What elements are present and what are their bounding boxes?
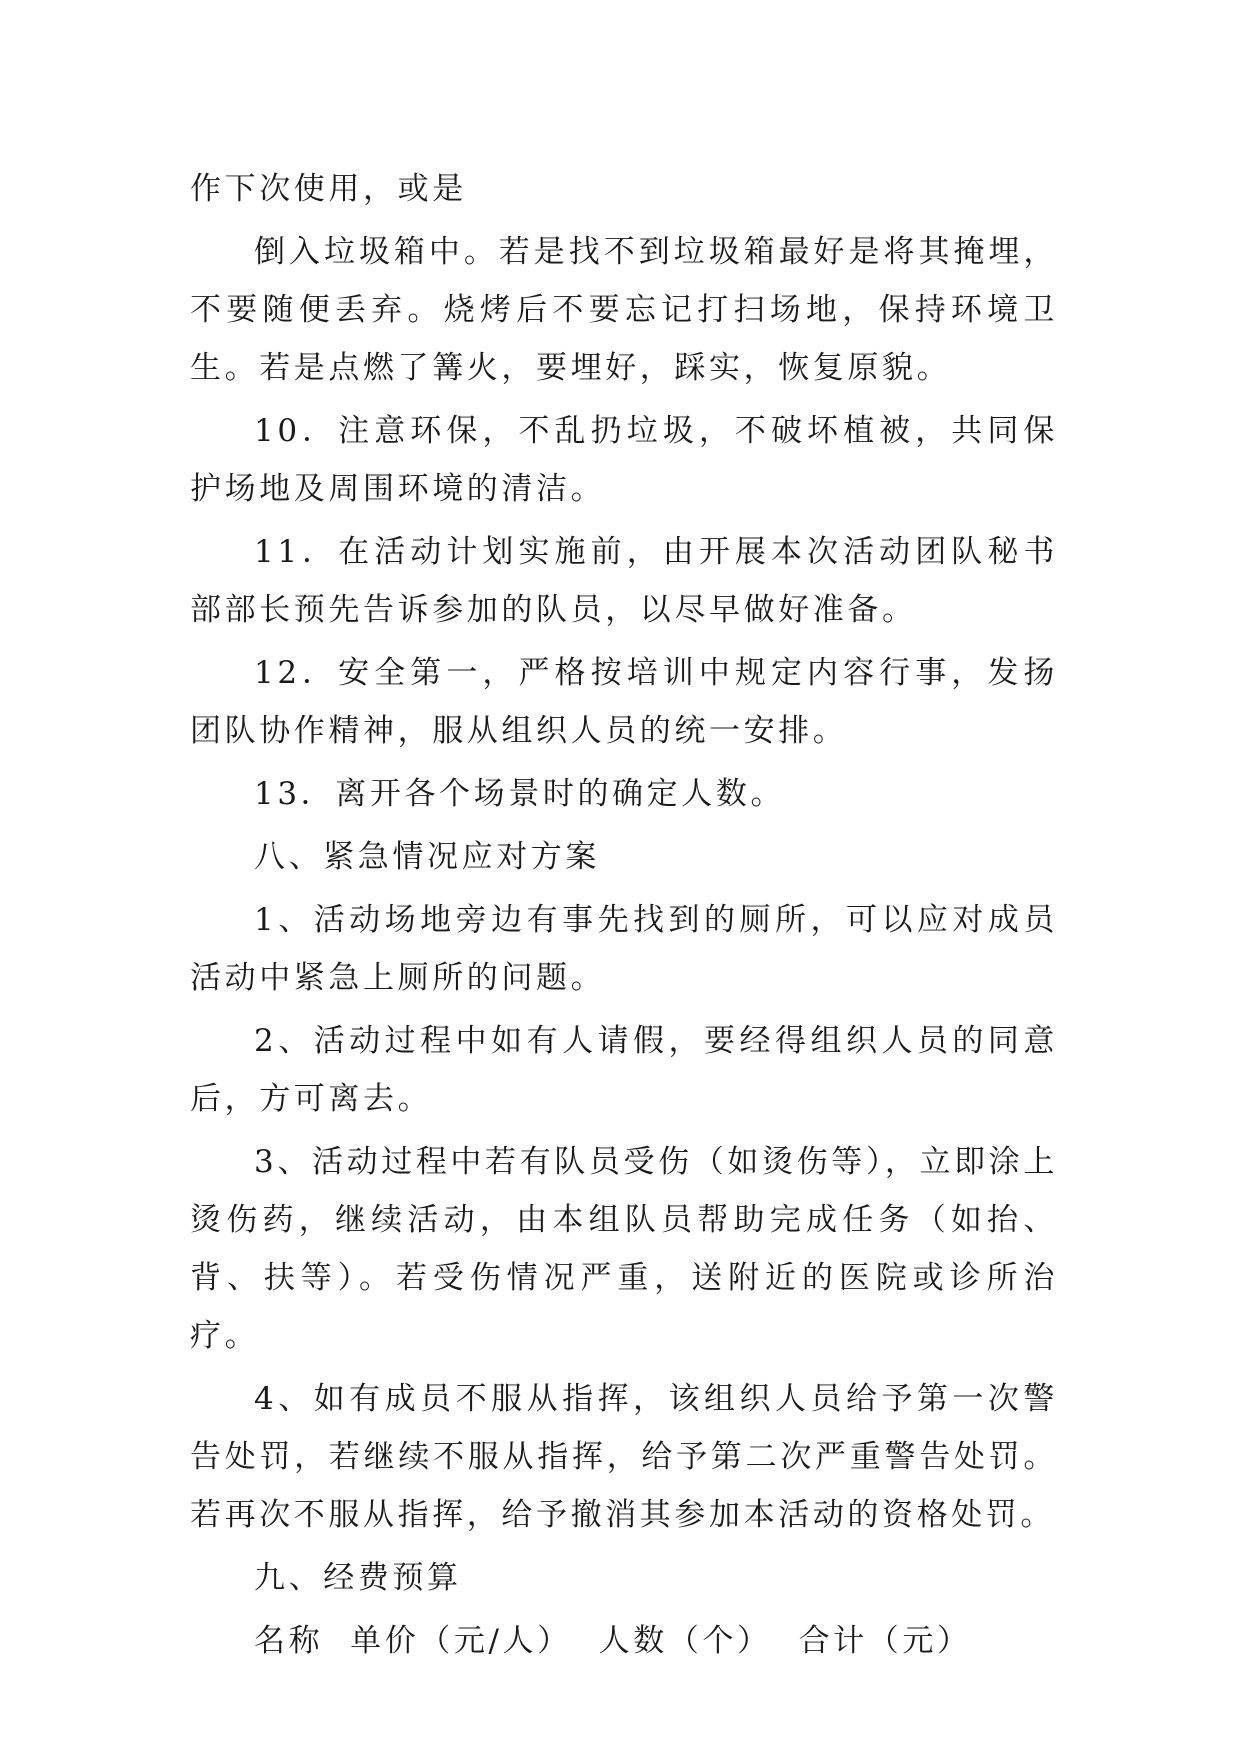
- paragraph-emergency-1: 1、活动场地旁边有事先找到的厕所，可以应对成员活动中紧急上厕所的问题。: [190, 902, 1058, 996]
- paragraph-item-13: 13．离开各个场景时的确定人数。: [254, 776, 786, 812]
- paragraph-item-12: 12．安全第一，严格按培训中规定内容行事，发扬团队协作精神，服从组织人员的统一安排。: [190, 655, 1058, 749]
- paragraph-emergency-2: 2、活动过程中如有人请假，要经得组织人员的同意后，方可离去。: [190, 1023, 1058, 1117]
- paragraph-emergency-3: 3、活动过程中若有队员受伤（如烫伤等），立即涂上烫伤药，继续活动，由本组队员帮助完成任务（如抬、背、扶等）。若受伤情况严重，送附近的医院或诊所治疗。: [190, 1144, 1058, 1354]
- paragraph-item-11: 11．在活动计划实施前，由开展本次活动团队秘书部部长预先告诉参加的队员，以尽早做好准备。: [190, 534, 1058, 628]
- paragraph-item-10: 10．注意环保，不乱扔垃圾，不破坏植被，共同保护场地及周围环境的清洁。: [190, 413, 1058, 507]
- paragraph-continuation: 作下次使用，或是: [190, 171, 467, 207]
- paragraph-emergency-4: 4、如有成员不服从指挥，该组织人员给予第一次警告处罚，若继续不服从指挥，给予第二次严重警告处罚。若再次不服从指挥，给予撤消其参加本活动的资格处罚。: [190, 1381, 1058, 1533]
- paragraph-disposal: 倒入垃圾箱中。若是找不到垃圾箱最好是将其掩埋，不要随便丢弃。烧烤后不要忘记打扫场地，保持环境卫生。若是点燃了篝火，要埋好，踩实，恢复原貌。: [190, 234, 1058, 386]
- section-heading-emergency: 八、紧急情况应对方案: [254, 839, 600, 875]
- document-body: [190, 160, 1058, 1675]
- budget-table-header: 名称 单价（元/人） 人数（个） 合计（元）: [254, 1623, 972, 1659]
- section-heading-budget: 九、经费预算: [254, 1560, 462, 1596]
